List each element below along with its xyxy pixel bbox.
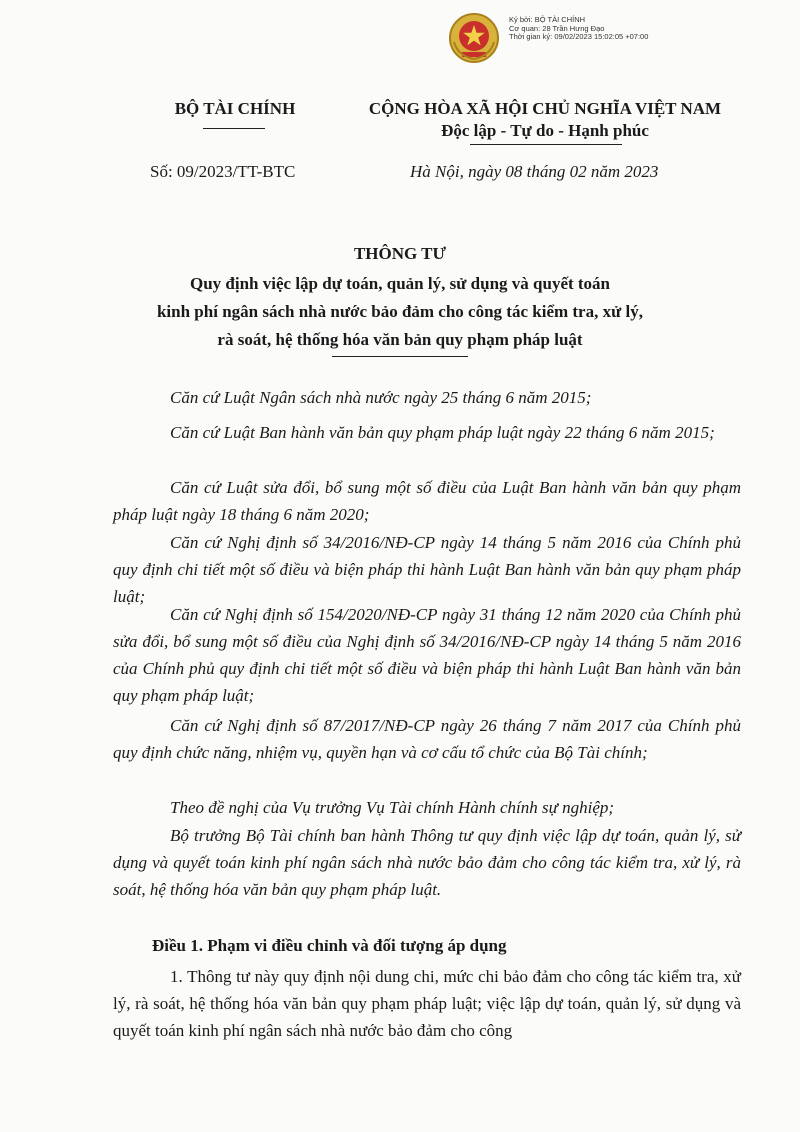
national-title: CỘNG HÒA XÃ HỘI CHỦ NGHĨA VIỆT NAM [368, 99, 722, 118]
preamble-proposal: Theo đề nghị của Vụ trưởng Vụ Tài chính Hành chính sự nghiệp; [170, 798, 615, 817]
article-1-heading: Điều 1. Phạm vi điều chỉnh và đối tượng áp dụng [152, 936, 507, 955]
preamble-decree-154: Căn cứ Nghị định số 154/2020/NĐ-CP ngày 31 tháng 12 năm 2020 của Chính phủ sửa đổi, bổ sung một số điều của Nghị định số 34/2016/NĐ-CP ngày 14 tháng 5 năm 2016 của Chính phủ quy định chi tiết một số điều và biện pháp thi hành Luật Ban hành văn bản quy phạm pháp luật; [113, 605, 741, 705]
document-subject-line-2: kinh phí ngân sách nhà nước bảo đảm cho công tác kiểm tra, xử lý, [156, 302, 644, 321]
ministry-underline [203, 128, 265, 129]
preamble-issuance: Bộ trưởng Bộ Tài chính ban hành Thông tư quy định việc lập dự toán, quản lý, sử dụng và quyết toán kinh phí ngân sách nhà nước bảo đảm cho công tác kiểm tra, xử lý, rà soát, hệ thống hóa văn bản quy phạm pháp luật. [113, 826, 741, 899]
preamble-amended-law: Căn cứ Luật sửa đổi, bổ sung một số điều của Luật Ban hành văn bản quy phạm pháp luật ngày 18 tháng 6 năm 2020; [113, 478, 741, 524]
document-subject-line-3: rà soát, hệ thống hóa văn bản quy phạm pháp luật [217, 330, 583, 349]
issuing-ministry: BỘ TÀI CHÍNH [174, 99, 296, 118]
document-number: Số: 09/2023/TT-BTC [150, 162, 296, 181]
signature-signer: Ký bởi: BỘ TÀI CHÍNH [509, 15, 586, 24]
preamble-decree-34: Căn cứ Nghị định số 34/2016/NĐ-CP ngày 14 tháng 5 năm 2016 của Chính phủ quy định chi tiết một số điều và biện pháp thi hành Luật Ban hành văn bản quy phạm pháp luật; [113, 533, 741, 606]
preamble-budget-law: Căn cứ Luật Ngân sách nhà nước ngày 25 tháng 6 năm 2015; [170, 388, 592, 407]
place-and-date: Hà Nội, ngày 08 tháng 02 năm 2023 [410, 162, 659, 181]
title-underline [332, 356, 468, 357]
preamble-decree-87: Căn cứ Nghị định số 87/2017/NĐ-CP ngày 26 tháng 7 năm 2017 của Chính phủ quy định chức năng, nhiệm vụ, quyền hạn và cơ cấu tổ chức của Bộ Tài chính; [113, 716, 741, 762]
document-type: THÔNG TƯ [353, 244, 447, 263]
national-motto: Độc lập - Tự do - Hạnh phúc [441, 121, 649, 140]
national-emblem-seal [448, 12, 500, 64]
preamble-legal-docs-law: Căn cứ Luật Ban hành văn bản quy phạm pháp luật ngày 22 tháng 6 năm 2015; [170, 423, 715, 442]
article-1-clause-1: 1. Thông tư này quy định nội dung chi, mức chi bảo đảm cho công tác kiểm tra, xử lý, rà soát, hệ thống hóa văn bản quy phạm pháp luật; việc lập dự toán, quản lý, sử dụng và quyết toán kinh phí ngân sách nhà nước bảo đảm cho công [113, 967, 741, 1040]
digital-signature-info [509, 16, 709, 42]
document-subject-line-1: Quy định việc lập dự toán, quản lý, sử dụng và quyết toán [189, 274, 611, 293]
motto-underline [470, 144, 622, 145]
signature-agency: Cơ quan: 28 Trần Hưng Đạo [509, 23, 605, 33]
signature-time: Thời gian ký: 09/02/2023 15:02:05 +07:00 [509, 32, 649, 41]
